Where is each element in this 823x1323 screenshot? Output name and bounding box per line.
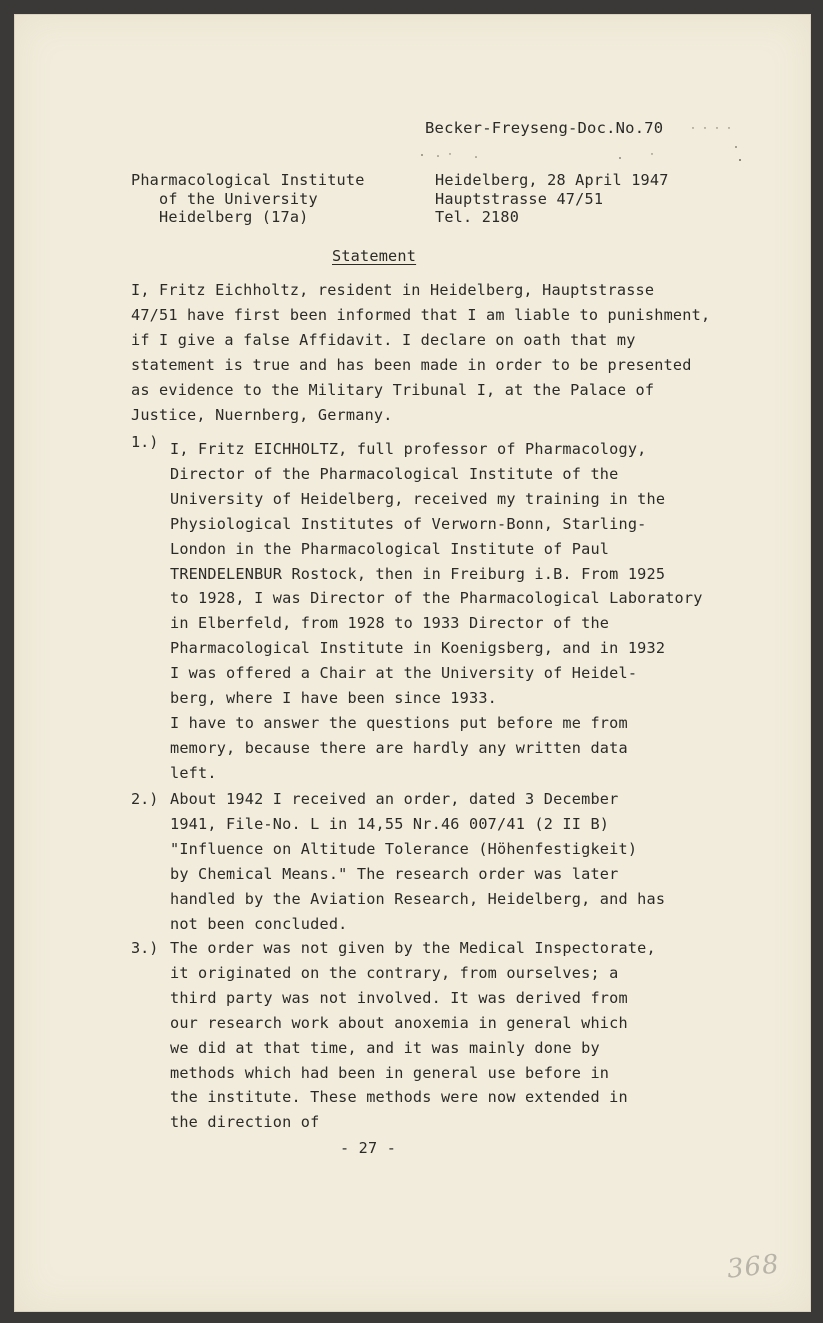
text-line: TRENDELENBUR Rostock, then in Freiburg i.B. From 1925 bbox=[170, 564, 666, 583]
text-line: to 1928, I was Director of the Pharmacological Laboratory bbox=[170, 589, 703, 608]
page-number: - 27 - bbox=[340, 1139, 397, 1157]
text-line: Director of the Pharmacological Institute of the bbox=[170, 464, 619, 483]
text-line: Pharmacological Institute in Koenigsberg, and in 1932 bbox=[170, 639, 666, 658]
item-number: 1.) bbox=[131, 433, 159, 451]
text-line: Physiological Institutes of Verworn-Bonn, Starling- bbox=[170, 514, 647, 533]
text-line: 47/51 have first been informed that I am liable to punishment, bbox=[131, 305, 711, 324]
place-date-line: Hauptstrasse 47/51 bbox=[435, 189, 604, 208]
item-number: 3.) bbox=[131, 939, 159, 957]
text-line: the direction of bbox=[170, 1113, 320, 1132]
item-number: 2.) bbox=[131, 790, 159, 808]
text-line: as evidence to the Military Tribunal I, at the Palace of bbox=[131, 380, 655, 399]
text-line: The order was not given by the Medical Inspectorate, bbox=[170, 939, 656, 957]
item-2-text bbox=[170, 787, 665, 936]
text-line: "Influence on Altitude Tolerance (Höhenfestigkeit) bbox=[170, 839, 638, 858]
text-line: I was offered a Chair at the University of Heidel- bbox=[170, 664, 638, 683]
text-line: University of Heidelberg, received my training in the bbox=[170, 489, 666, 508]
text-line: I have to answer the questions put before me from bbox=[170, 713, 628, 732]
text-line: third party was not involved. It was derived from bbox=[170, 988, 628, 1007]
text-line: About 1942 I received an order, dated 3 December bbox=[170, 790, 619, 808]
text-line: we did at that time, and it was mainly done by bbox=[170, 1038, 600, 1057]
text-line: methods which had been in general use before in bbox=[170, 1063, 610, 1082]
text-line: our research work about anoxemia in general which bbox=[170, 1013, 628, 1032]
institution-address bbox=[131, 171, 365, 227]
document-reference: Becker-Freyseng-Doc.No.70 bbox=[425, 119, 664, 137]
text-line: the institute. These methods were now extended in bbox=[170, 1088, 628, 1107]
place-date-line: Tel. 2180 bbox=[435, 208, 520, 226]
text-line: I, Fritz EICHHOLTZ, full professor of Pharmacology, bbox=[170, 440, 647, 458]
text-line: by Chemical Means." The research order was later bbox=[170, 864, 619, 883]
text-line: if I give a false Affidavit. I declare on oath that my bbox=[131, 330, 636, 349]
institution-line: Pharmacological Institute bbox=[131, 171, 365, 189]
text-line: in Elberfeld, from 1928 to 1933 Director of the bbox=[170, 614, 610, 633]
text-line: memory, because there are hardly any written data bbox=[170, 738, 628, 757]
text-line: 1941, File-No. L in 14,55 Nr.46 007/41 (2 II B) bbox=[170, 814, 610, 833]
place-date bbox=[435, 171, 669, 227]
place-date-line: Heidelberg, 28 April 1947 bbox=[435, 171, 669, 189]
text-line: handled by the Aviation Research, Heidelberg, and has bbox=[170, 889, 666, 908]
text-line: left. bbox=[170, 763, 217, 782]
intro-paragraph bbox=[131, 278, 710, 427]
item-3-text bbox=[170, 936, 656, 1135]
text-line: not been concluded. bbox=[170, 914, 348, 933]
text-line: I, Fritz Eichholtz, resident in Heidelberg, Hauptstrasse bbox=[131, 281, 655, 299]
institution-line: of the University bbox=[131, 189, 318, 208]
text-line: berg, where I have been since 1933. bbox=[170, 689, 498, 708]
handwritten-page-number: 368 bbox=[725, 1249, 782, 1285]
text-line: it originated on the contrary, from ourselves; a bbox=[170, 963, 619, 982]
text-line: Justice, Nuernberg, Germany. bbox=[131, 405, 393, 424]
text-line: statement is true and has been made in order to be presented bbox=[131, 355, 692, 374]
item-1-text bbox=[170, 437, 703, 786]
text-line: London in the Pharmacological Institute of Paul bbox=[170, 539, 610, 558]
statement-title: Statement bbox=[332, 247, 417, 265]
institution-line: Heidelberg (17a) bbox=[131, 208, 309, 226]
